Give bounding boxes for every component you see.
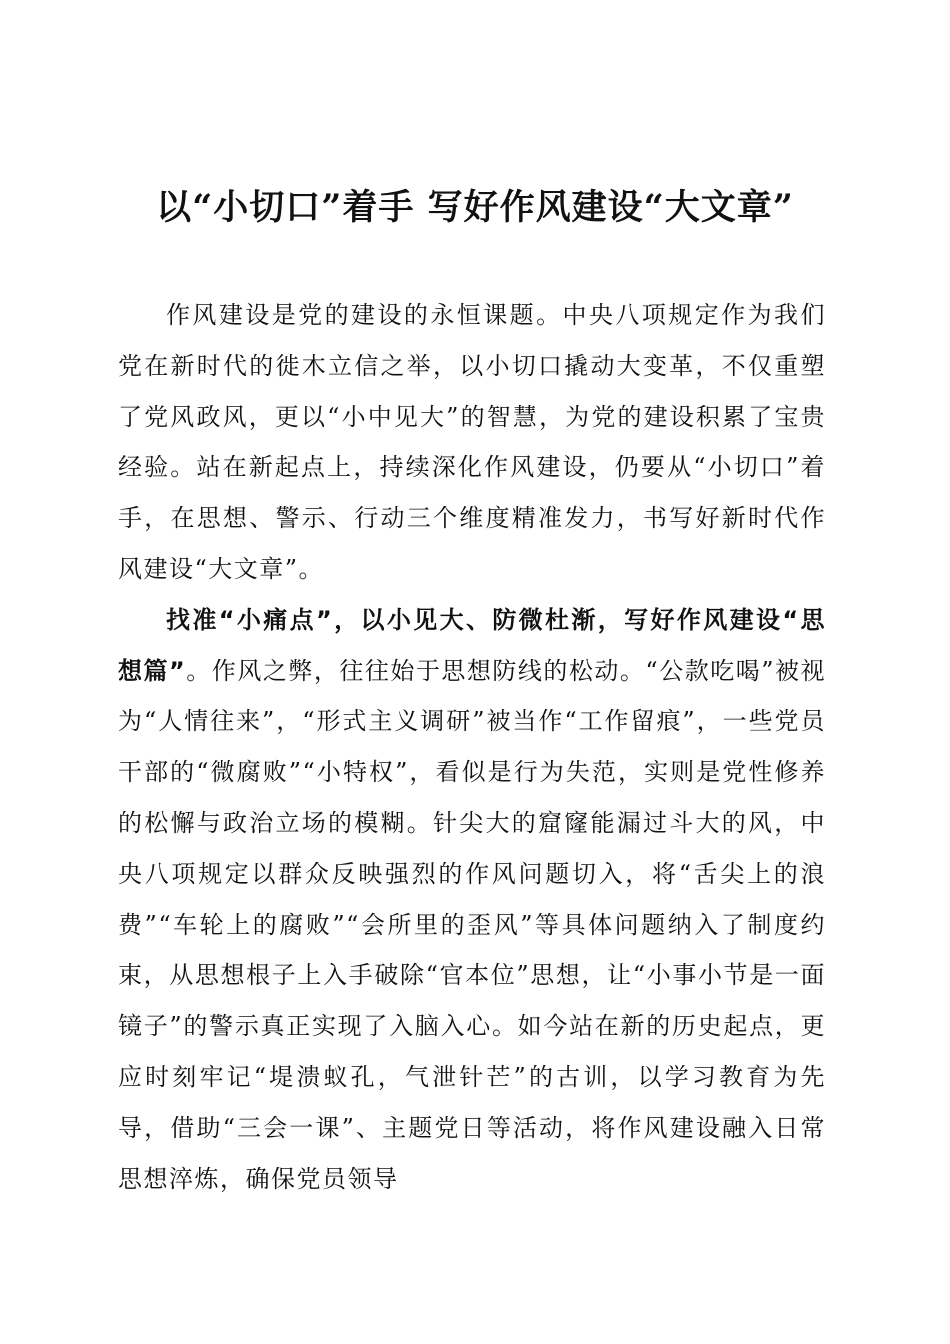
- paragraph-text: 作风建设是党的建设的永恒课题。中央八项规定作为我们党在新时代的徙木立信之举，以小切口撬动大变革，不仅重塑了党风政风，更以“小中见大”的智慧，为党的建设积累了宝贵经验。站在新起点上，持续深化作风建设，仍要从“小切口”着手，在思想、警示、行动三个维度精准发力，书写好新时代作风建设“大文章”。: [118, 301, 826, 583]
- paragraph-text: 。作风之弊，往往始于思想防线的松动。“公款吃喝”被视为“人情往来”，“形式主义调研”被当作“工作留痕”，一些党员干部的“微腐败”“小特权”，看似是行为失范，实则是党性修养的松懈与政治立场的模糊。针尖大的窟窿能漏过斗大的风，中央八项规定以群众反映强烈的作风问题切入，将“舌尖上的浪费”“车轮上的腐败”“会所里的歪风”等具体问题纳入了制度约束，从思想根子上入手破除“官本位”思想，让“小事小节是一面镜子”的警示真正实现了入脑入心。如今站在新的历史起点，更应时刻牢记“堤溃蚁孔，气泄针芒”的古训，以学习教育为先导，借助“三会一课”、主题党日等活动，将作风建设融入日常思想淬炼，确保党员领导: [118, 656, 826, 1193]
- document-title: 以“小切口”着手 写好作风建设“大文章”: [156, 187, 794, 228]
- paragraph-intro: [118, 290, 826, 595]
- document-body: [118, 290, 826, 1204]
- paragraph-lead-heading: 找准“小痛点”，以小见大、防微杜渐，写好作风建设“思想篇”: [118, 605, 826, 685]
- paragraph-thought: [118, 595, 826, 1205]
